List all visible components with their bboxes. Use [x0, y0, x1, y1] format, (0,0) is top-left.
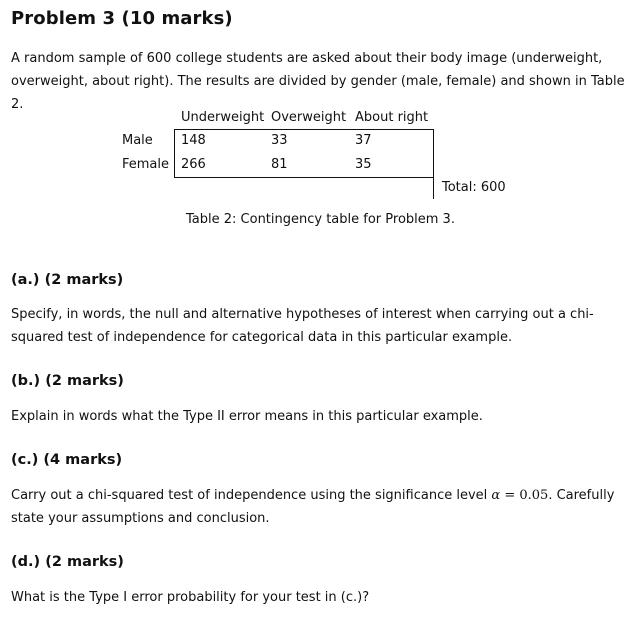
col-header-underweight: Underweight [181, 110, 265, 125]
problem-title: Problem 3 (10 marks) [11, 8, 233, 29]
col-header-overweight: Overweight [271, 110, 347, 125]
cell-male-underweight: 148 [181, 133, 206, 148]
equals-sign: = [500, 488, 520, 503]
part-b-text: Explain in words what the Type II error means in this particular example. [11, 409, 483, 424]
row-label-male: Male [122, 133, 153, 148]
table-total-rule [433, 177, 434, 199]
table-bottom-rule [174, 177, 434, 178]
part-c-text [11, 484, 626, 530]
cell-male-about-right: 37 [355, 133, 372, 148]
table-total: Total: 600 [442, 180, 506, 195]
part-d-text: What is the Type I error probability for your test in (c.)? [11, 590, 370, 605]
table-right-rule [433, 129, 434, 177]
table-top-rule [174, 129, 434, 130]
col-header-about-right: About right [355, 110, 429, 125]
part-a-text: Specify, in words, the null and alternative hypotheses of interest when carrying out a chi-squared test of independence for categorical data in this particular example. [11, 307, 594, 345]
cell-female-about-right: 35 [355, 157, 372, 172]
table-left-rule [174, 129, 175, 177]
table-caption: Table 2: Contingency table for Problem 3. [186, 212, 455, 227]
cell-female-underweight: 266 [181, 157, 206, 172]
part-c-text-after: . Carefully state your assumptions and conclusion. [11, 488, 615, 526]
row-label-female: Female [122, 157, 170, 172]
part-c-text-before: Carry out a chi-squared test of independence using the significance level [11, 488, 492, 503]
part-a-heading: (a.) (2 marks) [11, 272, 124, 288]
cell-female-overweight: 81 [271, 157, 288, 172]
part-c-heading: (c.) (4 marks) [11, 452, 123, 468]
alpha-symbol: α [491, 488, 501, 503]
part-d-heading: (d.) (2 marks) [11, 554, 124, 570]
cell-male-overweight: 33 [271, 133, 288, 148]
alpha-value: 0.05 [519, 488, 549, 503]
part-b-heading: (b.) (2 marks) [11, 373, 124, 389]
problem-intro: A random sample of 600 college students are asked about their body image (underweight, overweight, about right). The results are divided by gender (male, female) and shown in Table 2. [11, 51, 625, 112]
